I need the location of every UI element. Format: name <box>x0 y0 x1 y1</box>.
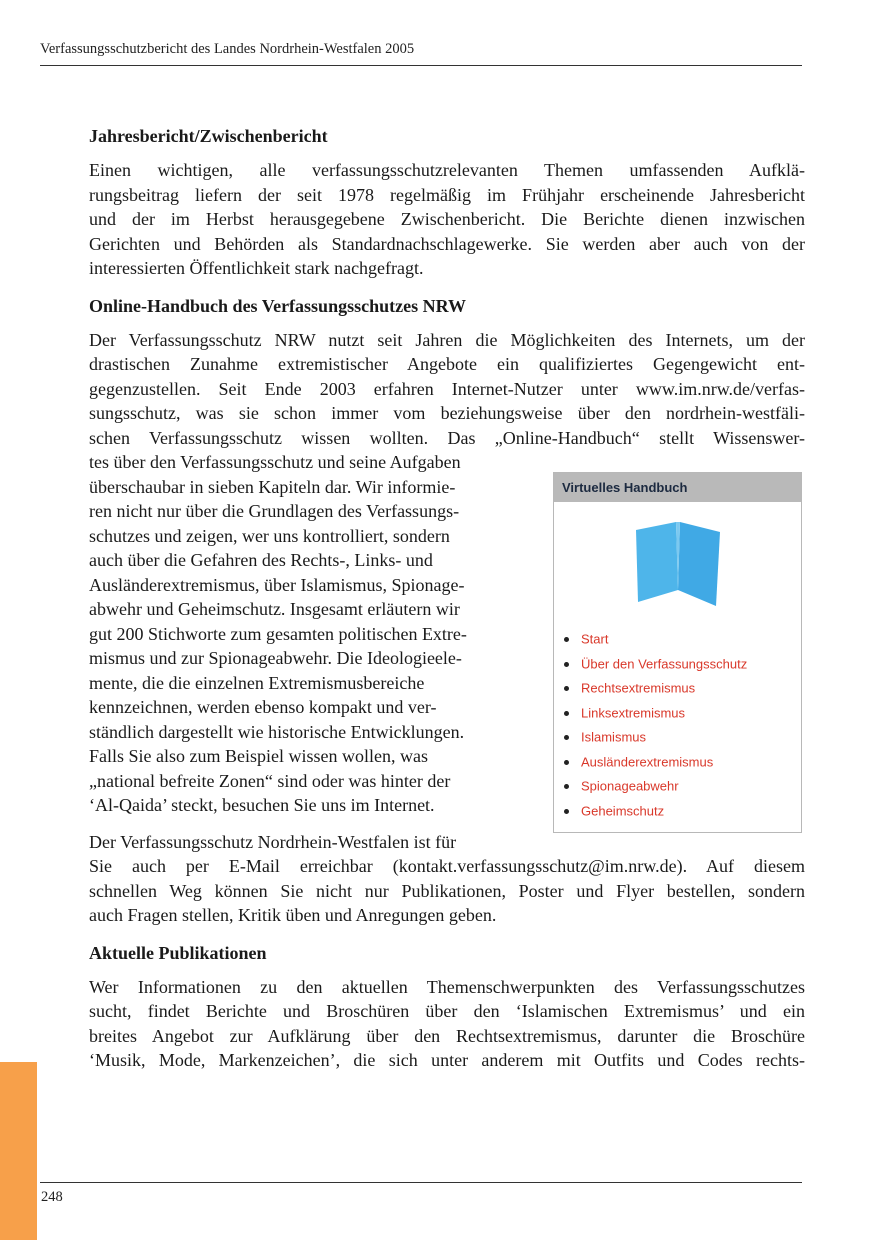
text-line: schnellen Weg können Sie nicht nur Publikationen, Poster und Flyer bestellen, sondern <box>89 880 805 901</box>
text-line: sucht, findet Berichte und Broschüren über den ‘Islamischen Extremismus’ und ein <box>89 1001 805 1021</box>
paragraph-publikationen <box>89 975 805 1073</box>
text-line: gegenzustellen. Seit Ende 2003 erfahren Internet-Nutzer unter www.im.nrw.de/verfas- <box>89 378 805 399</box>
text-line: drastischen Zunahme extremistischer Angebote ein qualifiziertes Gegengewicht ent- <box>89 354 805 374</box>
text-line: Gerichten und Behörden als Standardnachschlagewerke. Sie werden aber auch von der <box>89 233 805 254</box>
handbook-link-list <box>554 627 801 832</box>
text-line: auch Fragen stellen, Kritik üben und Anregungen geben. <box>89 905 497 925</box>
open-book-icon <box>630 520 726 610</box>
text-line: schen Verfassungsschutz wissen wollten. Das „Online-Handbuch“ stellt Wissenswer- <box>89 427 805 448</box>
handbook-link-geheimschutz[interactable]: Geheimschutz <box>564 799 801 824</box>
text-line: „national befreite Zonen“ sind oder was hinter der <box>89 770 451 791</box>
text-line: sungsschutz, was sie schon immer vom beziehungsweise über den nordrhein-westfäli- <box>89 403 805 423</box>
text-line: Einen wichtigen, alle verfassungsschutzrelevanten Themen umfassenden Aufklä- <box>89 160 805 180</box>
handbook-title: Virtuelles Handbuch <box>554 473 801 502</box>
paragraph-online-handbuch <box>89 328 805 451</box>
handbook-link-spionageabwehr[interactable]: Spionageabwehr <box>564 774 801 799</box>
handbook-link-ueber[interactable]: Über den Verfassungsschutz <box>564 652 801 677</box>
section-heading-publikationen: Aktuelle Publikationen <box>89 942 267 963</box>
handbook-link-linksextremismus[interactable]: Linksextremismus <box>564 701 801 726</box>
bullet-icon <box>564 760 569 765</box>
page-content <box>89 124 805 1086</box>
text-line: interessierten Öffentlichkeit stark nachgefragt. <box>89 258 424 278</box>
text-line: ständlich dargestellt wie historische Entwicklungen. <box>89 721 465 742</box>
text-line: Der Verfassungsschutz Nordrhein-Westfalen ist für <box>89 831 457 852</box>
paragraph-jahresbericht <box>89 158 805 281</box>
paragraph-email <box>89 830 805 928</box>
virtual-handbook-panel <box>553 472 802 833</box>
bullet-icon <box>564 711 569 716</box>
footer-rule <box>40 1182 802 1183</box>
text-line: mismus und zur Spionageabwehr. Die Ideologieele- <box>89 648 462 668</box>
text-line: ren nicht nur über die Grundlagen des Verfassungs- <box>89 501 460 521</box>
header-rule <box>40 65 802 66</box>
text-line: breites Angebot zur Aufklärung über den Rechtsextremismus, darunter die Broschüre <box>89 1025 805 1046</box>
bullet-icon <box>564 784 569 789</box>
text-line: rungsbeitrag liefern der seit 1978 regelmäßig im Frühjahr erscheinende Jahresbericht <box>89 184 805 205</box>
bullet-icon <box>564 637 569 642</box>
handbook-image <box>554 502 801 627</box>
text-line: mente, die die einzelnen Extremismusbereiche <box>89 672 425 693</box>
handbook-link-rechtsextremismus[interactable]: Rechtsextremismus <box>564 676 801 701</box>
bullet-icon <box>564 686 569 691</box>
text-line: ‘Musik, Mode, Markenzeichen’, die sich unter anderem mit Outfits und Codes rechts- <box>89 1050 805 1070</box>
text-line: auch über die Gefahren des Rechts-, Links- und <box>89 550 433 570</box>
page-number: 248 <box>41 1189 63 1205</box>
text-line: Wer Informationen zu den aktuellen Themenschwerpunkten des Verfassungsschutzes <box>89 976 805 997</box>
text-line: Falls Sie also zum Beispiel wissen wollen, was <box>89 746 428 766</box>
text-line: tes über den Verfassungsschutz und seine Aufgaben <box>89 452 461 472</box>
chapter-side-tab <box>0 1062 37 1240</box>
text-line: schutzes und zeigen, wer uns kontrolliert, sondern <box>89 525 450 546</box>
text-line: Der Verfassungsschutz NRW nutzt seit Jahren die Möglichkeiten des Internets, um der <box>89 329 805 350</box>
text-line: ‘Al-Qaida’ steckt, besuchen Sie uns im Internet. <box>89 795 435 815</box>
running-header: Verfassungsschutzbericht des Landes Nordrhein-Westfalen 2005 <box>40 41 415 57</box>
bullet-icon <box>564 735 569 740</box>
bullet-icon <box>564 809 569 814</box>
text-line: und der im Herbst herausgegebene Zwischenbericht. Die Berichte dienen inzwischen <box>89 209 805 229</box>
handbook-link-start[interactable]: Start <box>564 627 801 652</box>
handbook-link-auslaenderextremismus[interactable]: Ausländerextremismus <box>564 750 801 775</box>
text-line: überschaubar in sieben Kapiteln dar. Wir informie- <box>89 476 456 497</box>
text-line: gut 200 Stichworte zum gesamten politischen Extre- <box>89 623 467 644</box>
text-line: abwehr und Geheimschutz. Insgesamt erläutern wir <box>89 599 460 619</box>
section-heading-online-handbuch: Online-Handbuch des Verfassungsschutzes NRW <box>89 295 466 316</box>
handbook-link-islamismus[interactable]: Islamismus <box>564 725 801 750</box>
section-heading-jahresbericht: Jahresbericht/Zwischenbericht <box>89 126 328 146</box>
bullet-icon <box>564 662 569 667</box>
text-line: kennzeichnen, werden ebenso kompakt und ver- <box>89 697 437 717</box>
text-line: Ausländerextremismus, über Islamismus, Spionage- <box>89 574 465 595</box>
text-line: Sie auch per E-Mail erreichbar (kontakt.verfassungsschutz@im.nrw.de). Auf diesem <box>89 856 805 876</box>
